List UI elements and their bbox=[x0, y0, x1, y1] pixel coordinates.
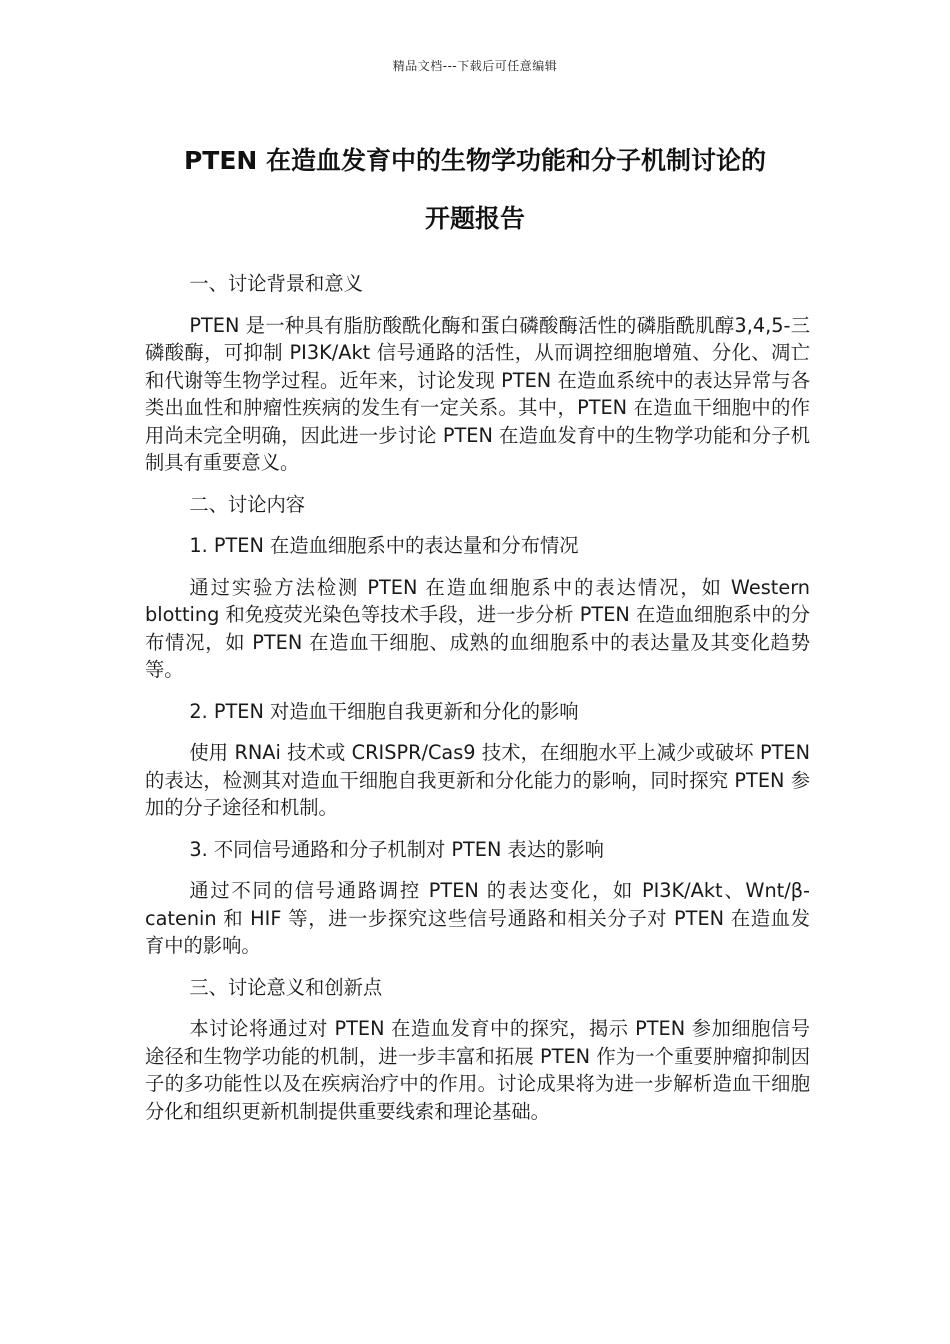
paragraph-background: PTEN 是一种具有脂肪酸酰化酶和蛋白磷酸酶活性的磷脂酰肌醇3,4,5-三磷酸酶，可抑制 PI3K/Akt 信号通路的活性，从而调控细胞增殖、分化、凋亡和代谢等生物学过程。近年来，讨论发现 PTEN 在造血系统中的表达异常与各类出血性和肿瘤性疾病的发生有一定关系。其中，PTEN 在造血干细胞中的作用尚未完全明确，因此进一步讨论 PTEN 在造血发育中的生物学功能和分子机制具有重要意义。 bbox=[145, 313, 810, 474]
paragraph-item-1: 通过实验方法检测 PTEN 在造血细胞系中的表达情况，如 Western blotting 和免疫荧光染色等技术手段，进一步分析 PTEN 在造血细胞系中的分布情况，如 PTEN 在造血干细胞、成熟的血细胞系中的表达量及其变化趋势等。 bbox=[145, 575, 810, 681]
subheading-item-2: 2. PTEN 对造血干细胞自我更新和分化的影响 bbox=[189, 699, 579, 723]
title-line-2: 开题报告 bbox=[424, 204, 525, 233]
paragraph-item-3: 通过不同的信号通路调控 PTEN 的表达变化，如 PI3K/Akt、Wnt/β-catenin 和 HIF 等，进一步探究这些信号通路和相关分子对 PTEN 在造血发育中的影响。 bbox=[145, 879, 810, 957]
paragraph-item-2: 使用 RNAi 技术或 CRISPR/Cas9 技术，在细胞水平上减少或破坏 PTEN 的表达，检测其对造血干细胞自我更新和分化能力的影响，同时探究 PTEN 参加的分子途径和机制。 bbox=[145, 741, 810, 819]
title-line-1: PTEN 在造血发育中的生物学功能和分子机制讨论的 bbox=[183, 146, 767, 175]
section-heading-content: 二、讨论内容 bbox=[189, 492, 306, 516]
paragraph-significance: 本讨论将通过对 PTEN 在造血发育中的探究，揭示 PTEN 参加细胞信号途径和生物学功能的机制，进一步丰富和拓展 PTEN 作为一个重要肿瘤抑制因子的多功能性以及在疾病治疗中的作用。讨论成果将为进一步解析造血干细胞分化和组织更新机制提供重要线索和理论基础。 bbox=[145, 1017, 810, 1123]
subheading-item-1: 1. PTEN 在造血细胞系中的表达量和分布情况 bbox=[189, 534, 579, 557]
document-body bbox=[145, 270, 810, 1139]
document-title bbox=[100, 132, 850, 248]
header-note: 精品文档---下载后可任意编辑 bbox=[392, 59, 558, 73]
subheading-item-3: 3. 不同信号通路和分子机制对 PTEN 表达的影响 bbox=[189, 837, 604, 861]
section-heading-background: 一、讨论背景和意义 bbox=[189, 272, 363, 295]
section-heading-significance: 三、讨论意义和创新点 bbox=[189, 975, 383, 999]
